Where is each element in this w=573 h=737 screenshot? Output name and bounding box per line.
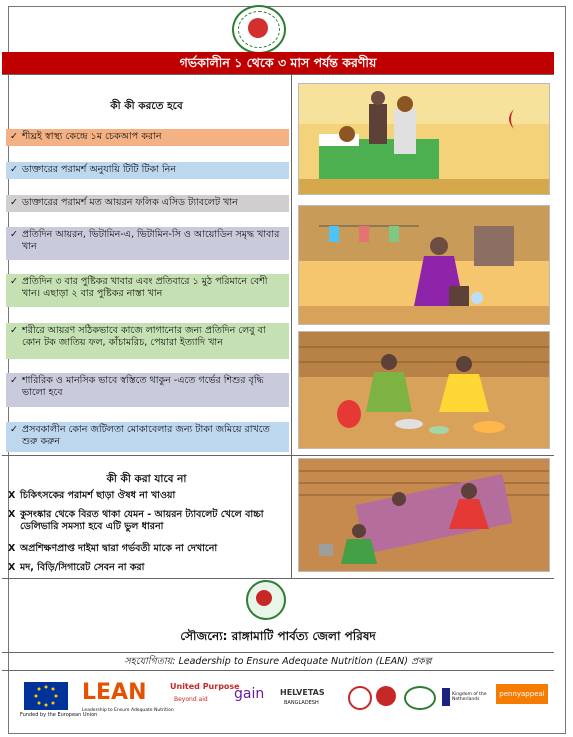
pennyappeal-logo: pennyappeal <box>496 684 548 704</box>
lean-logo: LEAN <box>82 680 147 705</box>
illustration-column <box>292 75 554 455</box>
do-item-text: ডাক্তারের পরামর্শ মত আয়রন ফলিক এসিড ট্যাবলেট খান <box>22 197 238 208</box>
do-item <box>6 195 289 212</box>
do-section <box>2 74 554 456</box>
do-item-text: শীঘ্রই স্বাস্থ্য কেন্দ্রে ১ম চেকআপ করান <box>22 131 162 142</box>
gain-logo: gain <box>234 686 265 702</box>
check-icon: ✓ <box>10 424 18 435</box>
page-title: গর্ভকালীন ১ থেকে ৩ মাস পর্যন্ত করণীয় <box>2 52 554 74</box>
check-icon: ✓ <box>10 375 18 386</box>
dont-item-text: অপ্রশিক্ষণপ্রাপ্ত দাইমা দ্বারা গর্ভবতী মাকে না দেখানো <box>20 543 218 554</box>
check-icon: ✓ <box>10 164 18 175</box>
partner-emblem-icon <box>404 686 436 710</box>
helvetas-tagline: BANGLADESH <box>284 700 319 706</box>
lean-tagline: Leadership to Ensure Adequate Nutrition <box>82 708 174 713</box>
dont-section <box>2 454 554 579</box>
x-icon: X <box>8 509 16 520</box>
dont-item-text: কুসংষ্কার থেকে বিরত থাকা যেমন - আয়রন ট্যাবলেট খেলে বাচ্চা ডেলিভারি সমস্যা হবে এটি ভুল ধারনা <box>20 509 264 532</box>
do-item <box>6 373 289 407</box>
district-council-logo-icon <box>246 580 286 620</box>
netherlands-flag-icon <box>442 688 450 706</box>
do-item-text: ডাক্তারের পরামর্শ অনুযায়ি টিটি টিকা নিন <box>22 164 177 175</box>
partner-logos <box>12 678 552 724</box>
logo-red-disc <box>256 590 272 606</box>
check-icon: ✓ <box>10 276 18 287</box>
do-item-text: শরীরে আয়রণ সঠিকভাবে কাজে লাগানোর জন্য প্রতিদিন লেবু বা কোন টক জাতিয় ফল, কাঁচামরিচ, পেয়ারা ইত্যাদি খান <box>22 325 266 348</box>
dont-item-text: চিকিৎসকের পরামর্শ ছাড়া ঔষধ না খাওয়া <box>20 490 176 501</box>
x-icon: X <box>8 490 16 501</box>
government-seal-icon <box>232 5 286 54</box>
woman-resting-illustration <box>298 458 550 572</box>
partner-seal-icon <box>348 686 372 710</box>
eu-caption: Funded by the European Union <box>20 712 98 718</box>
dont-item <box>8 490 290 502</box>
do-item <box>6 422 289 452</box>
netherlands-caption: Kingdom of the Netherlands <box>452 692 487 702</box>
do-item-text: প্রসবকালীন কোন জটিলতা মোকাবেলার জন্য টাকা জমিয়ে রাখতে শুরু করুন <box>22 424 270 447</box>
united-purpose-tagline: Beyond aid <box>174 696 208 703</box>
credit-line: সৌজন্যে: রাঙ্গামাটি পার্বত্য জেলা পরিষদ <box>180 629 376 643</box>
divider <box>2 670 554 671</box>
dont-heading: কী কী করা যাবে না <box>106 473 187 485</box>
x-icon: X <box>8 543 16 554</box>
check-icon: ✓ <box>10 131 18 142</box>
partner-badge-icon <box>376 686 396 706</box>
do-item <box>6 129 289 146</box>
divider <box>2 652 554 653</box>
united-purpose-logo: United Purpose <box>170 682 240 691</box>
check-icon: ✓ <box>10 229 18 240</box>
check-icon: ✓ <box>10 197 18 208</box>
illustration-column-bottom <box>292 454 554 578</box>
do-item <box>6 162 289 179</box>
do-item <box>6 323 289 359</box>
seal-red-disc <box>248 18 268 38</box>
do-item-text: প্রতিদিন ৩ বার পুষ্টিকর খাবার এবং প্রতিবারে ১ মুঠ পরিমানে বেশী খান। এছাড়া ২ বার পুষ্টিকর নাস্তা খান <box>22 276 268 299</box>
check-icon: ✓ <box>10 325 18 336</box>
woman-taking-tablet-illustration <box>298 205 550 325</box>
do-item-text: প্রতিদিন আয়রন, ভিটামিন-এ, ভিটামিন-সি ও আয়োডিন সমৃদ্ধ খাবার খান <box>22 229 280 252</box>
dont-item <box>8 509 290 533</box>
do-item <box>6 227 289 260</box>
x-icon: X <box>8 562 16 573</box>
dont-item-text: মদ, বিড়ি/সিগারেট সেবন না করা <box>20 562 145 573</box>
helvetas-logo: HELVETAS <box>280 688 325 697</box>
dont-item <box>8 562 290 574</box>
do-item <box>6 274 289 307</box>
women-preparing-food-illustration <box>298 331 550 449</box>
support-line: সহযোগিতায়: Leadership to Ensure Adequate Nutrition (LEAN) প্রকল্প <box>124 656 432 667</box>
do-heading: কী কী করতে হবে <box>110 100 183 112</box>
dont-item <box>8 543 290 555</box>
dont-list-column <box>2 454 292 578</box>
do-item-text: শারিরিক ও মানসিক ভাবে স্বস্তিতে থাকুন -এতে গর্ভের শিশুর বৃদ্ধি ভালো হবে <box>22 375 264 398</box>
do-list-column <box>2 75 292 455</box>
hospital-checkup-illustration <box>298 83 550 195</box>
eu-flag-icon <box>24 682 68 710</box>
